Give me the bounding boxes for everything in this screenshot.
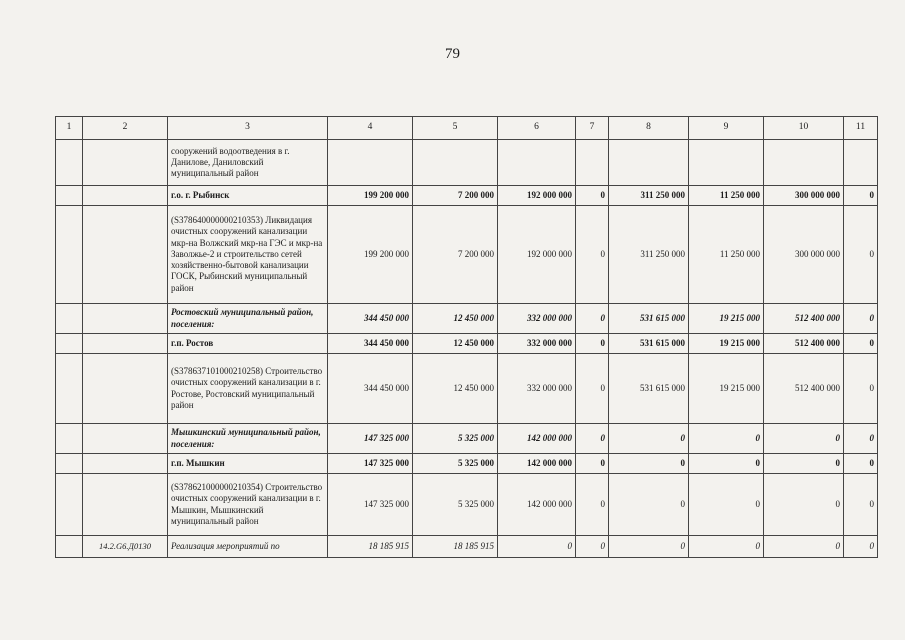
value-cell: 142 000 000	[498, 454, 576, 474]
table-row	[56, 454, 878, 474]
value-cell: 512 400 000	[764, 334, 844, 354]
description-cell: Реализация мероприятий по	[168, 536, 328, 558]
value-cell	[609, 140, 689, 186]
value-cell: 0	[764, 474, 844, 536]
value-cell: 531 615 000	[609, 304, 689, 334]
header-row	[56, 117, 878, 140]
col1-cell	[56, 304, 83, 334]
value-cell: 0	[576, 186, 609, 206]
value-cell: 0	[844, 186, 878, 206]
header-cell: 3	[168, 117, 328, 140]
value-cell: 142 000 000	[498, 424, 576, 454]
col1-cell	[56, 474, 83, 536]
value-cell: 12 450 000	[413, 304, 498, 334]
table-row	[56, 536, 878, 558]
code-cell	[83, 304, 168, 334]
table-row	[56, 334, 878, 354]
value-cell: 0	[576, 454, 609, 474]
value-cell: 192 000 000	[498, 186, 576, 206]
value-cell: 147 325 000	[328, 454, 413, 474]
header-cell: 6	[498, 117, 576, 140]
col1-cell	[56, 424, 83, 454]
header-cell: 7	[576, 117, 609, 140]
value-cell: 0	[576, 206, 609, 304]
value-cell: 0	[498, 536, 576, 558]
value-cell: 12 450 000	[413, 334, 498, 354]
table-row	[56, 304, 878, 334]
value-cell: 19 215 000	[689, 354, 764, 424]
value-cell: 512 400 000	[764, 304, 844, 334]
value-cell: 142 000 000	[498, 474, 576, 536]
header-cell: 11	[844, 117, 878, 140]
col1-cell	[56, 140, 83, 186]
value-cell: 311 250 000	[609, 206, 689, 304]
value-cell: 0	[844, 304, 878, 334]
value-cell: 0	[689, 424, 764, 454]
table-row	[56, 186, 878, 206]
value-cell	[764, 140, 844, 186]
value-cell: 0	[844, 474, 878, 536]
value-cell: 0	[609, 474, 689, 536]
page-number: 79	[445, 46, 460, 62]
value-cell: 512 400 000	[764, 354, 844, 424]
value-cell: 192 000 000	[498, 206, 576, 304]
code-cell	[83, 474, 168, 536]
code-cell	[83, 454, 168, 474]
value-cell: 0	[689, 536, 764, 558]
value-cell: 0	[609, 424, 689, 454]
value-cell: 11 250 000	[689, 186, 764, 206]
value-cell: 0	[844, 206, 878, 304]
value-cell: 0	[576, 474, 609, 536]
value-cell: 18 185 915	[328, 536, 413, 558]
value-cell	[844, 140, 878, 186]
value-cell: 0	[609, 454, 689, 474]
code-cell	[83, 186, 168, 206]
value-cell: 300 000 000	[764, 206, 844, 304]
value-cell: 0	[844, 334, 878, 354]
value-cell	[576, 140, 609, 186]
code-cell	[83, 354, 168, 424]
description-cell: Ростовский муниципальный район, поселения:	[168, 304, 328, 334]
value-cell: 12 450 000	[413, 354, 498, 424]
code-cell	[83, 424, 168, 454]
value-cell: 531 615 000	[609, 334, 689, 354]
value-cell: 0	[844, 536, 878, 558]
value-cell: 5 325 000	[413, 424, 498, 454]
description-cell: г.о. г. Рыбинск	[168, 186, 328, 206]
value-cell: 19 215 000	[689, 304, 764, 334]
description-cell: Мышкинский муниципальный район, поселения:	[168, 424, 328, 454]
table-row	[56, 424, 878, 454]
value-cell: 0	[764, 454, 844, 474]
description-cell: (S378637101000210258) Строительство очистных сооружений канализации в г. Ростове, Ростовский муниципальный район	[168, 354, 328, 424]
table-row	[56, 474, 878, 536]
value-cell: 332 000 000	[498, 354, 576, 424]
header-cell: 9	[689, 117, 764, 140]
value-cell	[328, 140, 413, 186]
value-cell: 332 000 000	[498, 334, 576, 354]
value-cell: 300 000 000	[764, 186, 844, 206]
value-cell: 0	[844, 454, 878, 474]
header-cell: 1	[56, 117, 83, 140]
col1-cell	[56, 334, 83, 354]
col1-cell	[56, 454, 83, 474]
code-cell	[83, 334, 168, 354]
header-cell: 4	[328, 117, 413, 140]
value-cell: 0	[576, 536, 609, 558]
value-cell: 199 200 000	[328, 186, 413, 206]
value-cell: 0	[609, 536, 689, 558]
value-cell: 344 450 000	[328, 354, 413, 424]
table-row	[56, 140, 878, 186]
value-cell: 311 250 000	[609, 186, 689, 206]
value-cell: 531 615 000	[609, 354, 689, 424]
value-cell: 5 325 000	[413, 454, 498, 474]
header-cell: 5	[413, 117, 498, 140]
value-cell: 0	[689, 454, 764, 474]
value-cell: 0	[689, 474, 764, 536]
description-cell: (S378640000000210353) Ликвидация очистных сооружений канализации мкр-на Волжский мкр-на ГЭС и мкр-на Заволжье-2 и строительство сетей хозяйственно-бытовой канализации ГОСК, Рыбинский муниципальный район	[168, 206, 328, 304]
header-cell: 8	[609, 117, 689, 140]
col1-cell	[56, 206, 83, 304]
value-cell: 5 325 000	[413, 474, 498, 536]
value-cell: 0	[764, 536, 844, 558]
value-cell	[498, 140, 576, 186]
value-cell: 0	[576, 424, 609, 454]
code-cell: 14.2.G6.Д0130	[83, 536, 168, 558]
value-cell: 7 200 000	[413, 186, 498, 206]
col1-cell	[56, 536, 83, 558]
value-cell: 332 000 000	[498, 304, 576, 334]
value-cell: 147 325 000	[328, 424, 413, 454]
value-cell: 11 250 000	[689, 206, 764, 304]
description-cell: сооружений водоотведения в г. Данилове, Даниловский муниципальный район	[168, 140, 328, 186]
value-cell: 0	[576, 304, 609, 334]
description-cell: г.п. Ростов	[168, 334, 328, 354]
description-cell: (S378621000000210354) Строительство очистных сооружений канализации в г. Мышкин, Мышкинский муниципальный район	[168, 474, 328, 536]
value-cell: 344 450 000	[328, 334, 413, 354]
value-cell: 19 215 000	[689, 334, 764, 354]
value-cell: 0	[844, 354, 878, 424]
col1-cell	[56, 186, 83, 206]
value-cell: 147 325 000	[328, 474, 413, 536]
header-cell: 10	[764, 117, 844, 140]
value-cell: 0	[576, 354, 609, 424]
budget-table	[55, 116, 878, 558]
code-cell	[83, 140, 168, 186]
description-cell: г.п. Мышкин	[168, 454, 328, 474]
value-cell: 344 450 000	[328, 304, 413, 334]
value-cell: 0	[764, 424, 844, 454]
value-cell	[689, 140, 764, 186]
header-cell: 2	[83, 117, 168, 140]
value-cell: 0	[576, 334, 609, 354]
value-cell: 0	[844, 424, 878, 454]
value-cell: 7 200 000	[413, 206, 498, 304]
col1-cell	[56, 354, 83, 424]
value-cell: 18 185 915	[413, 536, 498, 558]
value-cell	[413, 140, 498, 186]
table-row	[56, 206, 878, 304]
value-cell: 199 200 000	[328, 206, 413, 304]
code-cell	[83, 206, 168, 304]
table-row	[56, 354, 878, 424]
